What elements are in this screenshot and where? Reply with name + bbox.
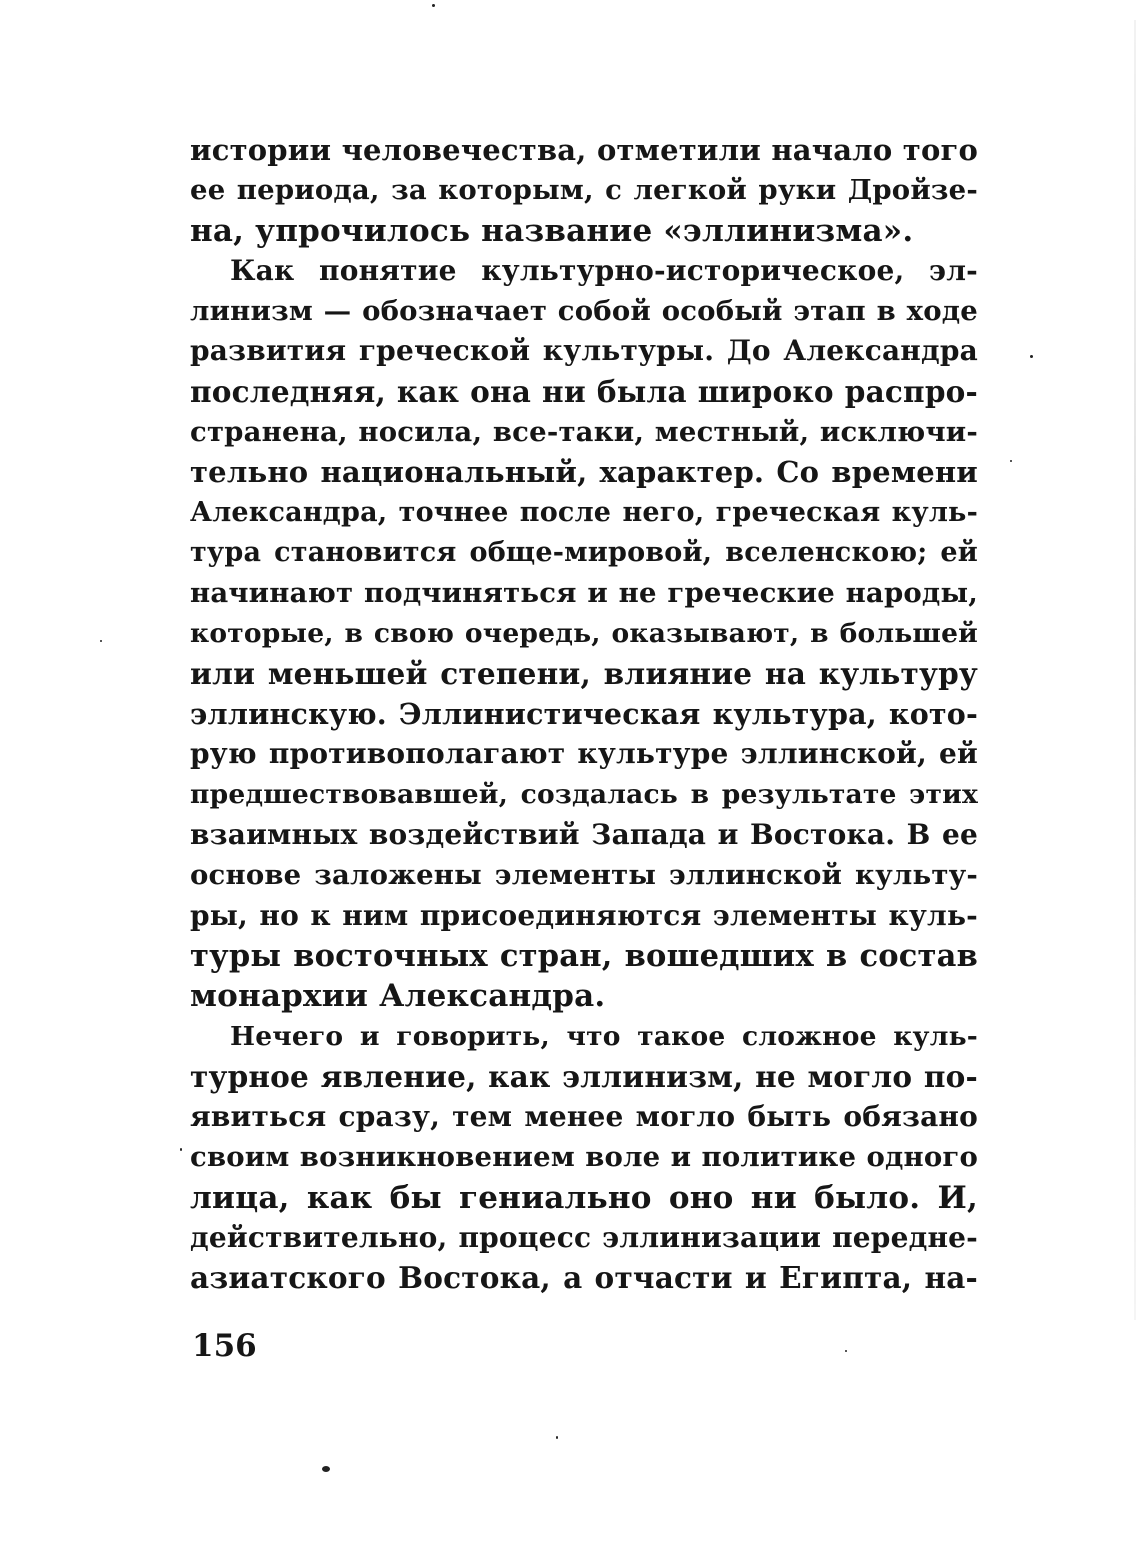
scan-speck [845, 1350, 847, 1352]
scan-speck [432, 4, 435, 7]
text-line: предшествовавшей, создалась в результате этих [190, 778, 978, 810]
text-line: Как понятие культурно-историческое, эл- [230, 253, 978, 287]
scan-edge-shadow [1134, 20, 1136, 1320]
scan-speck [100, 640, 102, 642]
text-line: ры, но к ним присоединяются элементы куль- [190, 898, 978, 932]
text-line: эллинскую. Эллинистическая культура, кото- [190, 697, 978, 732]
text-line: монархии Александра. [190, 978, 606, 1015]
scan-speck [180, 1148, 182, 1151]
text-line: своим возникновением воле и политике одного [190, 1141, 978, 1174]
text-line: странена, носила, все-таки, местный, исключи- [190, 416, 978, 449]
scan-speck [556, 1436, 558, 1439]
text-line: взаимных воздействий Запада и Востока. В ее [190, 818, 978, 852]
text-line: истории человечества, отметили начало того [190, 133, 978, 167]
scan-speck [1010, 460, 1012, 462]
text-line: действительно, процесс эллинизации передне- [190, 1221, 978, 1255]
text-line: ее периода, за которым, с легкой руки Дройзе- [190, 174, 978, 207]
text-line: Александра, точнее после него, греческая куль- [190, 496, 978, 528]
page-number: 156 [192, 1328, 257, 1364]
text-line: линизм — обозначает собой особый этап в ходе [190, 295, 978, 328]
text-line: рую противополагают культуре эллинской, ей [190, 737, 978, 771]
text-line: начинают подчиняться и не греческие народы, [190, 577, 978, 610]
text-line: развития греческой культуры. До Александра [190, 334, 978, 368]
text-line: туры восточных стран, вошедших в состав [190, 937, 978, 974]
text-line: которые, в свою очередь, оказывают, в большей [190, 617, 978, 649]
page-body [190, 130, 978, 1299]
text-line: лица, как бы гениально оно ни было. И, [190, 1179, 978, 1216]
text-line: последняя, как она ни была широко распро- [190, 373, 978, 409]
text-line: Нечего и говорить, что такое сложное куль- [230, 1020, 978, 1052]
text-line: турное явление, как эллинизм, не могло по- [190, 1058, 978, 1094]
text-line: тельно национальный, характер. Со времени [190, 455, 978, 490]
text-line: основе заложены элементы эллинской культу- [190, 859, 978, 892]
text-line: или меньшей степени, влияние на культуру [190, 655, 978, 691]
scan-speck [322, 1466, 330, 1472]
text-line: на, упрочилось название «эллинизма». [190, 212, 914, 249]
text-line: азиатского Востока, а отчасти и Египта, на- [190, 1260, 978, 1296]
text-line: явиться сразу, тем менее могло быть обязано [190, 1100, 978, 1134]
text-line: тура становится обще-мировой, вселенскою; ей [190, 536, 978, 568]
scan-speck [1030, 355, 1033, 358]
